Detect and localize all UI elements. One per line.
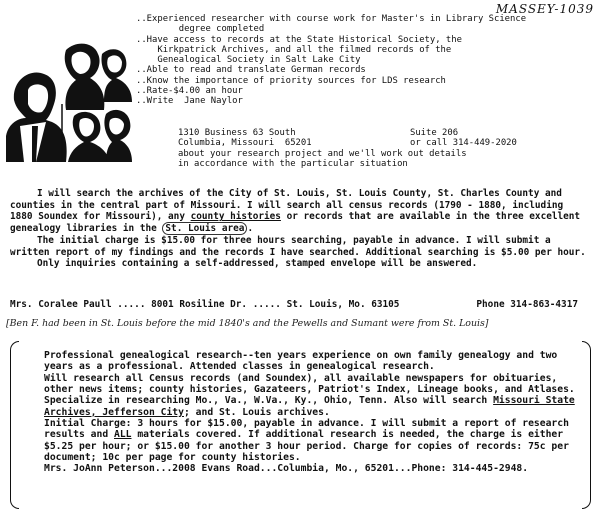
- list-item: ..Write Jane Naylor: [136, 96, 243, 107]
- charge-label: Initial Charge:: [44, 418, 132, 430]
- ad-paragraph: Will research all Census records (and Soundex), all available newspapers for obituaries, other news items; county histories, Gazateers, Patriot's Index, Lineage books, and Atlases. Specialize in researching Mo., Va., W.Va., Ky., Ohio, Tenn. Also will search Missouri State Archives, Jefferson City; and St. Louis archives.: [44, 372, 575, 418]
- circled-phrase: St. Louis area: [162, 222, 247, 235]
- underlined-phrase: ALL: [114, 429, 132, 441]
- ad-paragraph: Only inquiries containing a self-addressed, stamped envelope will be answered.: [37, 258, 478, 270]
- phone-number: or call 314-449-2020: [410, 138, 517, 149]
- researcher-ad-paull: [10, 188, 590, 270]
- list-item: ..Know the importance of priority sources for LDS research: [136, 75, 446, 86]
- list-item: Kirkpatrick Archives, and all the filmed records of the: [136, 44, 452, 55]
- ad-paragraph: I will search the archives of the City of St. Louis, St. Louis County, St. Charles County and counties in the central part of Missouri. I will search all census records (1790 - 1880, including 1880 Soundex for Missouri), any county histories or records that are available in the three excellent genealogy libraries in the St. Louis area .: [10, 188, 581, 235]
- researcher-ad-peterson: [10, 341, 591, 507]
- list-item: ..Have access to records at the State Historical Society, the: [136, 34, 462, 45]
- list-item: degree completed: [136, 24, 265, 35]
- list-item: ..Rate-$4.00 an hour: [136, 86, 243, 97]
- ad-paragraph: The initial charge is $15.00 for three hours searching, payable in advance. I will submit a written report of my findings and the records I have searched. Additional searching is $5.00 per hour.: [10, 234, 586, 258]
- list-item: Genealogical Society in Salt Lake City: [136, 55, 361, 66]
- archive-reference-mark: MASSEY-1039: [495, 2, 594, 16]
- suite-number: Suite 206: [410, 128, 459, 138]
- handwritten-annotation: [Ben F. had been in St. Louis before the mid 1840's and the Pewells and Sumant were from St. Louis]: [6, 318, 489, 329]
- phone-number: Phone 314-863-4317: [476, 299, 578, 310]
- ad-body: [28, 350, 584, 475]
- list-item: ..Able to read and translate German records: [136, 65, 366, 76]
- signature-line: [10, 299, 590, 310]
- closing-line: in accordance with the particular situation: [178, 158, 408, 169]
- left-bracket: [10, 341, 19, 509]
- list-item: ..Experienced researcher with course work for Master's in Library Science: [136, 14, 527, 24]
- mailing-address: [178, 128, 598, 169]
- qualification-list: [136, 14, 596, 107]
- closing-line: about your research project and we'll work out details: [178, 148, 467, 159]
- researcher-ad-naylor: [0, 0, 600, 170]
- street-address: 1310 Business 63 South: [178, 128, 296, 138]
- ad-paragraph: Initial Charge: 3 hours for $15.00, payable in advance. I will submit a report of research results and ALL materials covered. If additional research is needed, the charge is either $5.25 per hour; or $15.00 for another 3 hour period. Charge for copies of records: 75c per document; 10c per page for county histories.: [44, 418, 569, 464]
- signature: Mrs. JoAnn Peterson...2008 Evans Road...Columbia, Mo., 65201...Phone: 314-445-2948.: [44, 463, 529, 475]
- family-portrait-illustration: [6, 40, 132, 162]
- signature: Mrs. Coralee Paull ..... 8001 Rosiline Dr. ..... St. Louis, Mo. 63105: [10, 299, 400, 310]
- underlined-phrase: Missouri State Archives, Jefferson City: [44, 395, 575, 418]
- ad-paragraph: Professional genealogical research--ten years experience on own family genealogy and two years as a professional. Attended classes in genealogical research.: [44, 350, 558, 373]
- city-state-zip: Columbia, Missouri 65201: [178, 138, 312, 149]
- underlined-phrase: county histories: [190, 211, 281, 223]
